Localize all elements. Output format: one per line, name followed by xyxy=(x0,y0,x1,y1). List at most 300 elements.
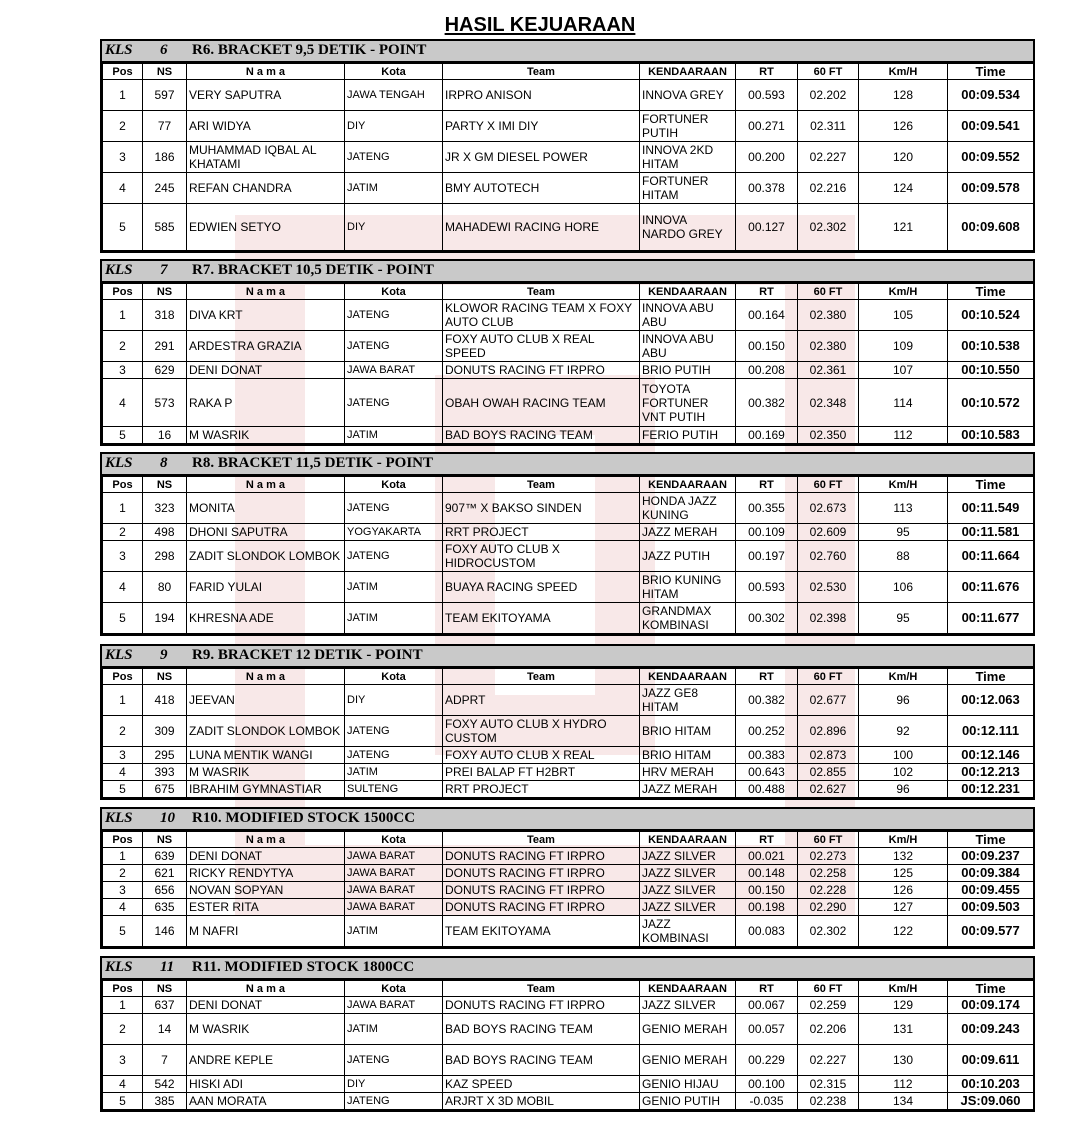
cell-rt: 00.383 xyxy=(736,747,798,764)
cell-ns: 637 xyxy=(143,997,187,1014)
cell-kmh: 95 xyxy=(859,603,948,634)
cell-kmh: 102 xyxy=(859,764,948,781)
cell-ft60: 02.216 xyxy=(798,173,859,204)
results-table xyxy=(102,63,1034,251)
kls-label: KLS xyxy=(105,42,133,58)
cell-nama: ARI WIDYA xyxy=(187,111,345,142)
table-row xyxy=(103,848,1034,865)
cell-kota: JATENG xyxy=(345,493,443,524)
column-header-team: Team xyxy=(443,669,640,685)
column-header-time: Time xyxy=(948,64,1034,80)
cell-kmh: 95 xyxy=(859,524,948,541)
cell-kendaraan: JAZZ SILVER xyxy=(640,865,736,882)
cell-ft60: 02.873 xyxy=(798,747,859,764)
cell-time: JS:09.060 xyxy=(948,1093,1034,1110)
cell-ns: 393 xyxy=(143,764,187,781)
cell-rt: 00.150 xyxy=(736,882,798,899)
cell-ns: 597 xyxy=(143,80,187,111)
results-table xyxy=(102,831,1034,947)
kls-label: KLS xyxy=(105,262,133,278)
column-header-nama: N a m a xyxy=(187,284,345,300)
cell-kmh: 96 xyxy=(859,781,948,798)
cell-ft60: 02.315 xyxy=(798,1076,859,1093)
cell-time: 00:09.552 xyxy=(948,142,1034,173)
cell-ns: 77 xyxy=(143,111,187,142)
cell-team: DONUTS RACING FT IRPRO xyxy=(443,848,640,865)
cell-kmh: 134 xyxy=(859,1093,948,1110)
cell-team: DONUTS RACING FT IRPRO xyxy=(443,362,640,379)
cell-kmh: 121 xyxy=(859,204,948,251)
column-header-time: Time xyxy=(948,284,1034,300)
page-title: HASIL KEJUARAAN xyxy=(444,14,636,36)
cell-kota: JATENG xyxy=(345,541,443,572)
cell-kota: JAWA TENGAH xyxy=(345,80,443,111)
cell-ns: 542 xyxy=(143,1076,187,1093)
column-header-pos: Pos xyxy=(103,832,143,848)
cell-team: RRT PROJECT xyxy=(443,781,640,798)
column-header-pos: Pos xyxy=(103,669,143,685)
table-row xyxy=(103,524,1034,541)
column-header-kota: Kota xyxy=(345,284,443,300)
cell-team: FOXY AUTO CLUB X REAL xyxy=(443,747,640,764)
cell-rt: 00.643 xyxy=(736,764,798,781)
cell-kendaraan: BRIO PUTIH xyxy=(640,362,736,379)
table-row xyxy=(103,747,1034,764)
cell-kmh: 92 xyxy=(859,716,948,747)
column-header-time: Time xyxy=(948,832,1034,848)
column-header-team: Team xyxy=(443,64,640,80)
cell-ns: 298 xyxy=(143,541,187,572)
cell-ft60: 02.380 xyxy=(798,331,859,362)
cell-nama: DENI DONAT xyxy=(187,997,345,1014)
cell-ns: 498 xyxy=(143,524,187,541)
column-header-team: Team xyxy=(443,477,640,493)
cell-kendaraan: JAZZ SILVER xyxy=(640,899,736,916)
cell-nama: RAKA P xyxy=(187,379,345,427)
cell-kmh: 112 xyxy=(859,427,948,444)
cell-team: FOXY AUTO CLUB X REAL SPEED xyxy=(443,331,640,362)
cell-kmh: 128 xyxy=(859,80,948,111)
column-header-ft60: 60 FT xyxy=(798,284,859,300)
cell-nama: FARID YULAI xyxy=(187,572,345,603)
results-table xyxy=(102,668,1034,798)
cell-ns: 573 xyxy=(143,379,187,427)
cell-team: JR X GM DIESEL POWER xyxy=(443,142,640,173)
cell-pos: 1 xyxy=(103,848,143,865)
cell-kota: DIY xyxy=(345,204,443,251)
cell-kmh: 126 xyxy=(859,882,948,899)
column-header-pos: Pos xyxy=(103,284,143,300)
table-row xyxy=(103,331,1034,362)
table-row xyxy=(103,204,1034,251)
column-header-kmh: Km/H xyxy=(859,477,948,493)
column-header-nama: N a m a xyxy=(187,669,345,685)
table-row xyxy=(103,362,1034,379)
table-header-row xyxy=(103,477,1034,493)
cell-team: KLOWOR RACING TEAM X FOXY AUTO CLUB xyxy=(443,300,640,331)
cell-kendaraan: JAZZ MERAH xyxy=(640,524,736,541)
cell-kota: JATIM xyxy=(345,173,443,204)
kls-number: 11 xyxy=(160,959,175,975)
table-row xyxy=(103,865,1034,882)
cell-kmh: 126 xyxy=(859,111,948,142)
table-row xyxy=(103,493,1034,524)
cell-time: 00:09.577 xyxy=(948,916,1034,947)
cell-nama: KHRESNA ADE xyxy=(187,603,345,634)
cell-team: DONUTS RACING FT IRPRO xyxy=(443,899,640,916)
cell-kendaraan: GENIO PUTIH xyxy=(640,1093,736,1110)
cell-kmh: 125 xyxy=(859,865,948,882)
cell-time: 00:12.063 xyxy=(948,685,1034,716)
cell-time: 00:09.174 xyxy=(948,997,1034,1014)
column-header-kendaraan: KENDAARAAN xyxy=(640,832,736,848)
cell-kmh: 109 xyxy=(859,331,948,362)
cell-kota: JATIM xyxy=(345,1014,443,1045)
table-row xyxy=(103,1014,1034,1045)
table-row xyxy=(103,685,1034,716)
cell-ns: 16 xyxy=(143,427,187,444)
cell-time: 00:09.534 xyxy=(948,80,1034,111)
cell-ns: 323 xyxy=(143,493,187,524)
cell-ft60: 02.258 xyxy=(798,865,859,882)
cell-rt: 00.083 xyxy=(736,916,798,947)
cell-ft60: 02.302 xyxy=(798,916,859,947)
cell-ns: 639 xyxy=(143,848,187,865)
cell-kmh: 88 xyxy=(859,541,948,572)
cell-ft60: 02.206 xyxy=(798,1014,859,1045)
cell-kmh: 106 xyxy=(859,572,948,603)
column-header-ft60: 60 FT xyxy=(798,981,859,997)
cell-kendaraan: HRV MERAH xyxy=(640,764,736,781)
column-header-ft60: 60 FT xyxy=(798,669,859,685)
cell-team: DONUTS RACING FT IRPRO xyxy=(443,882,640,899)
cell-kota: JAWA BARAT xyxy=(345,899,443,916)
cell-ns: 146 xyxy=(143,916,187,947)
table-header-row xyxy=(103,284,1034,300)
class-name: R9. BRACKET 12 DETIK - POINT xyxy=(192,647,423,663)
table-row xyxy=(103,764,1034,781)
column-header-ft60: 60 FT xyxy=(798,832,859,848)
column-header-ns: NS xyxy=(143,64,187,80)
cell-rt: 00.164 xyxy=(736,300,798,331)
cell-kota: JATENG xyxy=(345,1045,443,1076)
cell-kendaraan: INNOVA 2KD HITAM xyxy=(640,142,736,173)
cell-pos: 5 xyxy=(103,427,143,444)
cell-pos: 2 xyxy=(103,524,143,541)
cell-rt: 00.593 xyxy=(736,80,798,111)
cell-kendaraan: JAZZ SILVER xyxy=(640,997,736,1014)
cell-rt: 00.127 xyxy=(736,204,798,251)
cell-rt: 00.593 xyxy=(736,572,798,603)
kls-number: 6 xyxy=(160,42,168,58)
cell-ns: 656 xyxy=(143,882,187,899)
column-header-kmh: Km/H xyxy=(859,981,948,997)
kls-number: 7 xyxy=(160,262,168,278)
cell-nama: DENI DONAT xyxy=(187,362,345,379)
column-header-ns: NS xyxy=(143,981,187,997)
column-header-team: Team xyxy=(443,284,640,300)
cell-ns: 7 xyxy=(143,1045,187,1076)
column-header-kendaraan: KENDAARAAN xyxy=(640,64,736,80)
cell-kota: SULTENG xyxy=(345,781,443,798)
cell-time: 00:12.146 xyxy=(948,747,1034,764)
cell-ft60: 02.311 xyxy=(798,111,859,142)
cell-pos: 3 xyxy=(103,142,143,173)
cell-time: 00:10.538 xyxy=(948,331,1034,362)
cell-rt: 00.488 xyxy=(736,781,798,798)
cell-time: 00:11.581 xyxy=(948,524,1034,541)
table-row xyxy=(103,882,1034,899)
cell-pos: 5 xyxy=(103,603,143,634)
cell-kota: DIY xyxy=(345,111,443,142)
cell-rt: 00.382 xyxy=(736,379,798,427)
cell-time: 00:11.549 xyxy=(948,493,1034,524)
column-header-kota: Kota xyxy=(345,669,443,685)
cell-kendaraan: INNOVA ABU ABU xyxy=(640,300,736,331)
column-header-ns: NS xyxy=(143,477,187,493)
cell-kmh: 114 xyxy=(859,379,948,427)
cell-pos: 1 xyxy=(103,685,143,716)
cell-rt: 00.252 xyxy=(736,716,798,747)
column-header-kmh: Km/H xyxy=(859,669,948,685)
cell-rt: 00.150 xyxy=(736,331,798,362)
cell-time: 00:11.676 xyxy=(948,572,1034,603)
cell-kota: JATIM xyxy=(345,764,443,781)
cell-kmh: 96 xyxy=(859,685,948,716)
cell-ns: 675 xyxy=(143,781,187,798)
cell-time: 00:09.541 xyxy=(948,111,1034,142)
cell-ft60: 02.530 xyxy=(798,572,859,603)
table-row xyxy=(103,111,1034,142)
cell-kota: YOGYAKARTA xyxy=(345,524,443,541)
cell-kendaraan: JAZZ SILVER xyxy=(640,882,736,899)
cell-team: ADPRT xyxy=(443,685,640,716)
cell-nama: VERY SAPUTRA xyxy=(187,80,345,111)
cell-team: PREI BALAP FT H2BRT xyxy=(443,764,640,781)
cell-kota: DIY xyxy=(345,1076,443,1093)
cell-time: 00:12.111 xyxy=(948,716,1034,747)
cell-nama: NOVAN SOPYAN xyxy=(187,882,345,899)
cell-pos: 3 xyxy=(103,747,143,764)
section-header xyxy=(102,646,1033,668)
class-name: R10. MODIFIED STOCK 1500CC xyxy=(192,810,416,826)
cell-ft60: 02.896 xyxy=(798,716,859,747)
cell-kota: JATIM xyxy=(345,572,443,603)
cell-rt: 00.021 xyxy=(736,848,798,865)
cell-team: BUAYA RACING SPEED xyxy=(443,572,640,603)
cell-pos: 3 xyxy=(103,362,143,379)
cell-team: BAD BOYS RACING TEAM xyxy=(443,1014,640,1045)
cell-pos: 1 xyxy=(103,493,143,524)
cell-kmh: 130 xyxy=(859,1045,948,1076)
cell-ft60: 02.398 xyxy=(798,603,859,634)
results-section xyxy=(100,259,1035,446)
cell-nama: MONITA xyxy=(187,493,345,524)
cell-kota: JAWA BARAT xyxy=(345,865,443,882)
table-row xyxy=(103,300,1034,331)
cell-pos: 4 xyxy=(103,764,143,781)
kls-label: KLS xyxy=(105,959,133,975)
table-row xyxy=(103,142,1034,173)
cell-nama: REFAN CHANDRA xyxy=(187,173,345,204)
results-table xyxy=(102,476,1034,634)
cell-kendaraan: JAZZ KOMBINASI xyxy=(640,916,736,947)
cell-kmh: 107 xyxy=(859,362,948,379)
cell-kendaraan: BRIO KUNING HITAM xyxy=(640,572,736,603)
cell-ft60: 02.673 xyxy=(798,493,859,524)
column-header-kendaraan: KENDAARAAN xyxy=(640,669,736,685)
column-header-time: Time xyxy=(948,669,1034,685)
cell-nama: M WASRIK xyxy=(187,427,345,444)
cell-kmh: 131 xyxy=(859,1014,948,1045)
cell-rt: 00.100 xyxy=(736,1076,798,1093)
cell-ft60: 02.361 xyxy=(798,362,859,379)
cell-rt: 00.148 xyxy=(736,865,798,882)
cell-team: 907™ X BAKSO SINDEN xyxy=(443,493,640,524)
cell-team: RRT PROJECT xyxy=(443,524,640,541)
cell-ft60: 02.760 xyxy=(798,541,859,572)
cell-team: BMY AUTOTECH xyxy=(443,173,640,204)
results-section xyxy=(100,807,1035,949)
column-header-rt: RT xyxy=(736,64,798,80)
cell-pos: 3 xyxy=(103,541,143,572)
cell-ft60: 02.238 xyxy=(798,1093,859,1110)
cell-kendaraan: JAZZ MERAH xyxy=(640,781,736,798)
results-section xyxy=(100,452,1035,636)
class-name: R7. BRACKET 10,5 DETIK - POINT xyxy=(192,262,434,278)
column-header-time: Time xyxy=(948,477,1034,493)
cell-nama: DENI DONAT xyxy=(187,848,345,865)
cell-pos: 4 xyxy=(103,379,143,427)
cell-kendaraan: GENIO MERAH xyxy=(640,1014,736,1045)
cell-ft60: 02.227 xyxy=(798,142,859,173)
column-header-ns: NS xyxy=(143,832,187,848)
cell-time: 00:12.213 xyxy=(948,764,1034,781)
cell-kota: DIY xyxy=(345,685,443,716)
column-header-time: Time xyxy=(948,981,1034,997)
cell-ns: 585 xyxy=(143,204,187,251)
column-header-kendaraan: KENDAARAAN xyxy=(640,284,736,300)
column-header-nama: N a m a xyxy=(187,981,345,997)
cell-pos: 2 xyxy=(103,716,143,747)
column-header-rt: RT xyxy=(736,832,798,848)
section-header xyxy=(102,454,1033,476)
cell-pos: 5 xyxy=(103,781,143,798)
cell-nama: M NAFRI xyxy=(187,916,345,947)
cell-pos: 4 xyxy=(103,899,143,916)
class-name: R6. BRACKET 9,5 DETIK - POINT xyxy=(192,42,427,58)
table-row xyxy=(103,1045,1034,1076)
column-header-nama: N a m a xyxy=(187,64,345,80)
cell-ns: 621 xyxy=(143,865,187,882)
cell-ft60: 02.202 xyxy=(798,80,859,111)
cell-pos: 2 xyxy=(103,865,143,882)
column-header-kmh: Km/H xyxy=(859,284,948,300)
cell-team: FOXY AUTO CLUB X HYDRO CUSTOM xyxy=(443,716,640,747)
table-row xyxy=(103,716,1034,747)
table-row xyxy=(103,1093,1034,1110)
cell-kendaraan: JAZZ PUTIH xyxy=(640,541,736,572)
cell-team: PARTY X IMI DIY xyxy=(443,111,640,142)
cell-ft60: 02.227 xyxy=(798,1045,859,1076)
cell-kota: JATIM xyxy=(345,916,443,947)
cell-ft60: 02.855 xyxy=(798,764,859,781)
cell-rt: 00.208 xyxy=(736,362,798,379)
cell-kendaraan: INNOVA ABU ABU xyxy=(640,331,736,362)
cell-time: 00:09.384 xyxy=(948,865,1034,882)
column-header-team: Team xyxy=(443,832,640,848)
cell-pos: 2 xyxy=(103,1014,143,1045)
cell-ns: 318 xyxy=(143,300,187,331)
table-header-row xyxy=(103,64,1034,80)
table-row xyxy=(103,603,1034,634)
cell-time: 00:10.524 xyxy=(948,300,1034,331)
section-header xyxy=(102,958,1033,980)
cell-team: OBAH OWAH RACING TEAM xyxy=(443,379,640,427)
cell-time: 00:10.572 xyxy=(948,379,1034,427)
cell-ft60: 02.290 xyxy=(798,899,859,916)
cell-kmh: 100 xyxy=(859,747,948,764)
cell-kota: JAWA BARAT xyxy=(345,882,443,899)
cell-ns: 385 xyxy=(143,1093,187,1110)
table-row xyxy=(103,427,1034,444)
cell-team: ARJRT X 3D MOBIL xyxy=(443,1093,640,1110)
cell-kmh: 113 xyxy=(859,493,948,524)
cell-pos: 5 xyxy=(103,1093,143,1110)
cell-time: 00:09.237 xyxy=(948,848,1034,865)
cell-pos: 5 xyxy=(103,916,143,947)
cell-ft60: 02.228 xyxy=(798,882,859,899)
cell-kendaraan: BRIO HITAM xyxy=(640,747,736,764)
column-header-ns: NS xyxy=(143,669,187,685)
section-header xyxy=(102,261,1033,283)
cell-rt: 00.302 xyxy=(736,603,798,634)
cell-pos: 3 xyxy=(103,1045,143,1076)
table-row xyxy=(103,781,1034,798)
cell-kota: JATENG xyxy=(345,747,443,764)
column-header-kota: Kota xyxy=(345,981,443,997)
cell-kendaraan: GENIO HIJAU xyxy=(640,1076,736,1093)
results-table xyxy=(102,980,1034,1110)
cell-kota: JAWA BARAT xyxy=(345,848,443,865)
cell-kendaraan: FORTUNER PUTIH xyxy=(640,111,736,142)
cell-kota: JATIM xyxy=(345,603,443,634)
class-name: R11. MODIFIED STOCK 1800CC xyxy=(192,959,415,975)
cell-team: BAD BOYS RACING TEAM xyxy=(443,1045,640,1076)
table-header-row xyxy=(103,669,1034,685)
cell-nama: ZADIT SLONDOK LOMBOK xyxy=(187,716,345,747)
cell-ft60: 02.380 xyxy=(798,300,859,331)
column-header-kota: Kota xyxy=(345,832,443,848)
cell-nama: AAN MORATA xyxy=(187,1093,345,1110)
kls-number: 9 xyxy=(160,647,168,663)
cell-time: 00:11.664 xyxy=(948,541,1034,572)
column-header-team: Team xyxy=(443,981,640,997)
cell-ft60: 02.627 xyxy=(798,781,859,798)
cell-kendaraan: JAZZ SILVER xyxy=(640,848,736,865)
cell-time: 00:09.608 xyxy=(948,204,1034,251)
cell-nama: EDWIEN SETYO xyxy=(187,204,345,251)
cell-kendaraan: FORTUNER HITAM xyxy=(640,173,736,204)
cell-nama: IBRAHIM GYMNASTIAR xyxy=(187,781,345,798)
cell-rt: 00.067 xyxy=(736,997,798,1014)
table-row xyxy=(103,572,1034,603)
column-header-ft60: 60 FT xyxy=(798,477,859,493)
results-table xyxy=(102,283,1034,444)
column-header-kmh: Km/H xyxy=(859,832,948,848)
cell-ns: 635 xyxy=(143,899,187,916)
cell-nama: M WASRIK xyxy=(187,764,345,781)
